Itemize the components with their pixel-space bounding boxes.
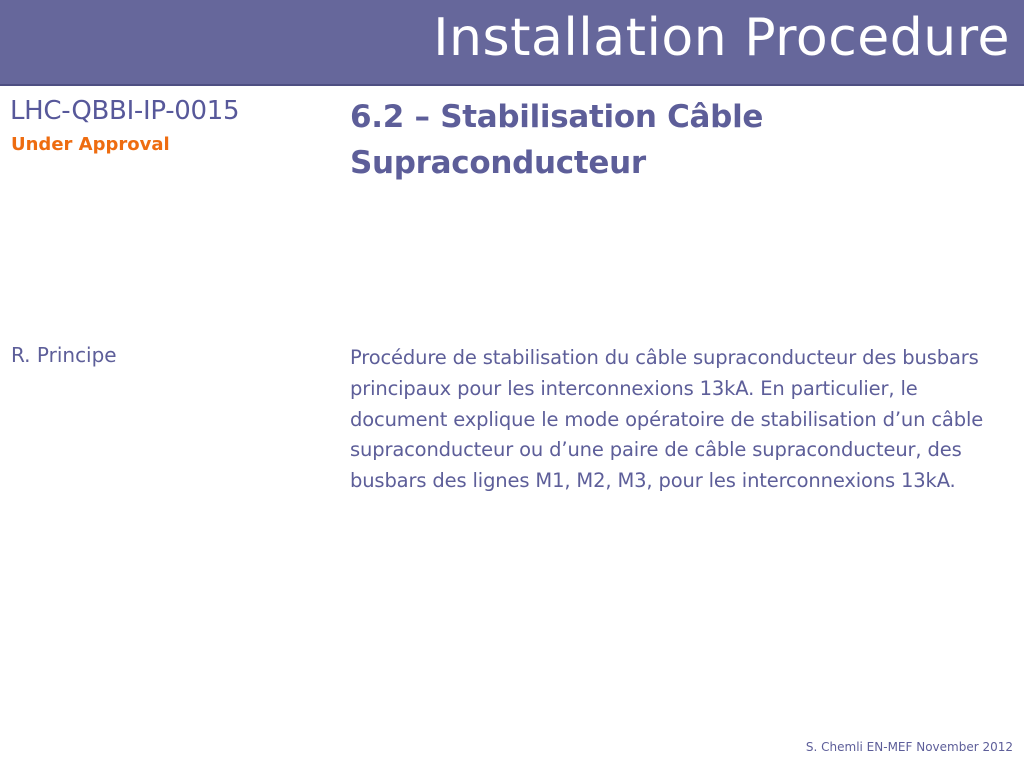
document-id: LHC-QBBI-IP-0015 [10, 96, 240, 126]
section-title: 6.2 – Stabilisation Câble Supraconducteur [350, 99, 764, 181]
row-body-principe: Procédure de stabilisation du câble supraconducteur des busbars principaux pour les interconnexions 13kA. En particulier, le document explique le mode opératoire de stabilisation d’un câble supraconducteur ou d’une paire de câble supraconducteur, des busbars des lignes M1, M2, M3, pour les interconnexions 13kA. [350, 346, 984, 493]
row-label-principe: R. Principe [11, 343, 117, 367]
footer-credit: S. Chemli EN-MEF November 2012 [805, 740, 1013, 754]
status-badge: Under Approval [11, 134, 170, 155]
page-title: Installation Procedure [433, 8, 1010, 68]
header-bar [0, 0, 1024, 86]
